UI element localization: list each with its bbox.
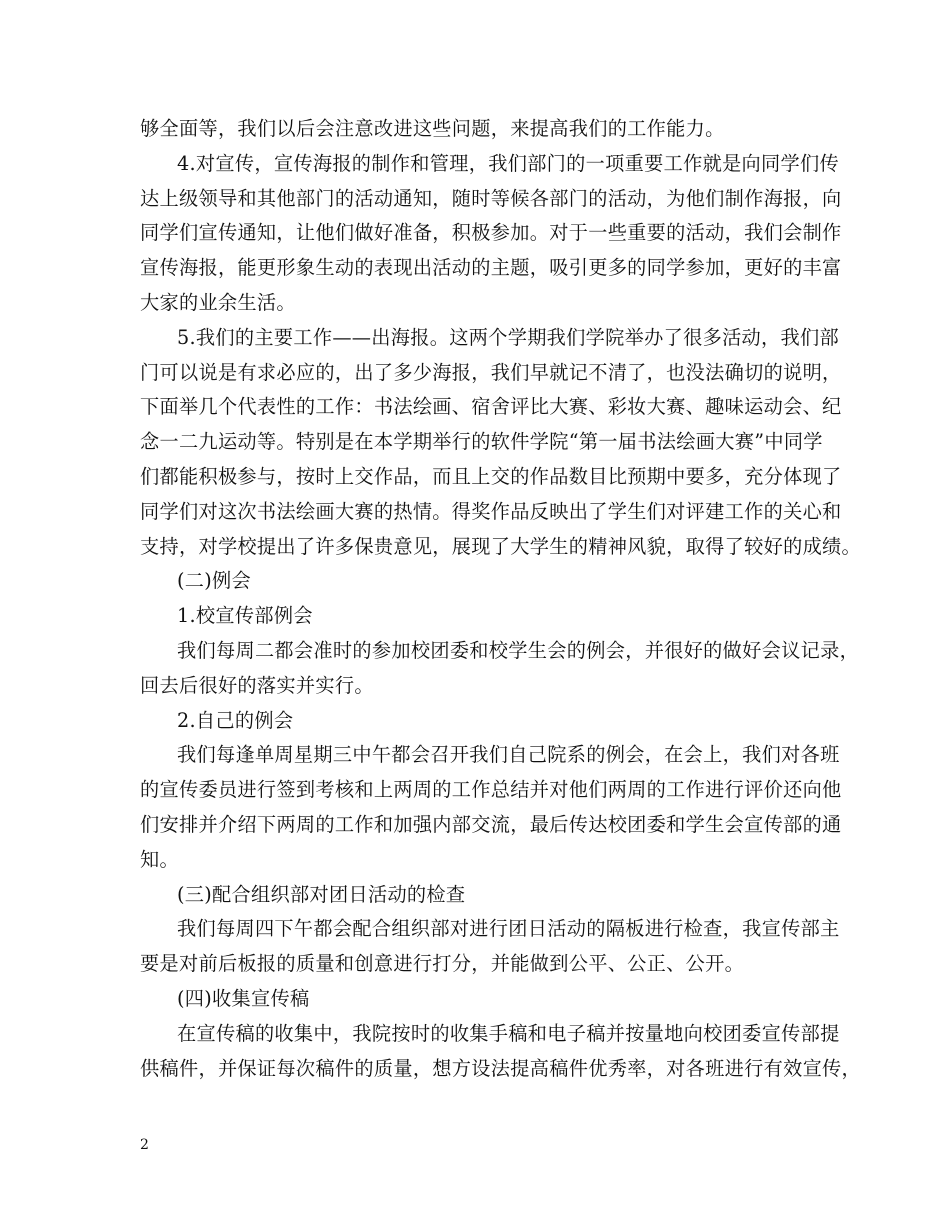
text-line: 达上级领导和其他部门的活动通知，随时等候各部门的活动，为他们制作海报，向	[140, 186, 842, 210]
text-line: 供稿件，并保证每次稿件的质量，想方设法提高稿件优秀率，对各班进行有效宣传，	[140, 1056, 862, 1080]
text-line: 大家的业余生活。	[140, 290, 296, 314]
text-line: 的宣传委员进行签到考核和上两周的工作总结并对他们两周的工作进行评价还向他	[140, 778, 842, 802]
text-line: 们都能积极参与，按时上交作品，而且上交的作品数目比预期中要多，充分体现了	[140, 464, 842, 488]
text-line: 知。	[140, 847, 179, 871]
section-heading: (二)例会	[177, 569, 252, 593]
text-line: 同学们对这次书法绘画大赛的热情。得奖作品反映出了学生们对评建工作的关心和	[140, 499, 842, 523]
page-number: 2	[140, 1137, 149, 1153]
text-line: 们安排并介绍下两周的工作和加强内部交流，最后传达校团委和学生会宣传部的通	[140, 812, 842, 836]
text-line: 我们每周二都会准时的参加校团委和校学生会的例会，并很好的做好会议记录，	[177, 638, 860, 662]
subsection-heading: 2.自己的例会	[177, 708, 294, 732]
text-line: 支持，对学校提出了许多保贵意见，展现了大学生的精神风貌，取得了较好的成绩。	[140, 534, 862, 558]
text-line: 回去后很好的落实并实行。	[140, 673, 374, 697]
text-line: 在宣传稿的收集中，我院按时的收集手稿和电子稿并按量地向校团委宣传部提	[177, 1021, 840, 1045]
text-line: 同学们宣传通知，让他们做好准备，积极参加。对于一些重要的活动，我们会制作	[140, 221, 842, 245]
text-line: 宣传海报，能更形象生动的表现出活动的主题，吸引更多的同学参加，更好的丰富	[140, 256, 842, 280]
text-line: 够全面等，我们以后会注意改进这些问题，来提高我们的工作能力。	[140, 117, 725, 140]
text-line: 我们每周四下午都会配合组织部对进行团日活动的隔板进行检查，我宣传部主	[177, 917, 840, 941]
text-line: 门可以说是有求必应的，出了多少海报，我们早就记不清了，也没法确切的说明，	[140, 360, 842, 384]
section-heading: (三)配合组织部对团日活动的检查	[177, 882, 466, 906]
section-heading: (四)收集宣传稿	[177, 986, 310, 1010]
text-line: 我们每逢单周星期三中午都会召开我们自己院系的例会，在会上，我们对各班	[177, 743, 840, 767]
text-line: 5.我们的主要工作——出海报。这两个学期我们学院举办了很多活动，我们部	[177, 325, 839, 349]
document-body	[140, 112, 862, 1086]
text-line: 下面举几个代表性的工作：书法绘画、宿舍评比大赛、彩妆大赛、趣味运动会、纪	[140, 395, 842, 419]
text-line: 4.对宣传，宣传海报的制作和管理，我们部门的一项重要工作就是向同学们传	[177, 151, 839, 175]
text-line: 念一二九运动等。特别是在本学期举行的软件学院“第一届书法绘画大赛”中同学	[140, 430, 823, 454]
text-line: 要是对前后板报的质量和创意进行打分，并能做到公平、公正、公开。	[140, 952, 745, 976]
subsection-heading: 1.校宣传部例会	[177, 604, 313, 628]
